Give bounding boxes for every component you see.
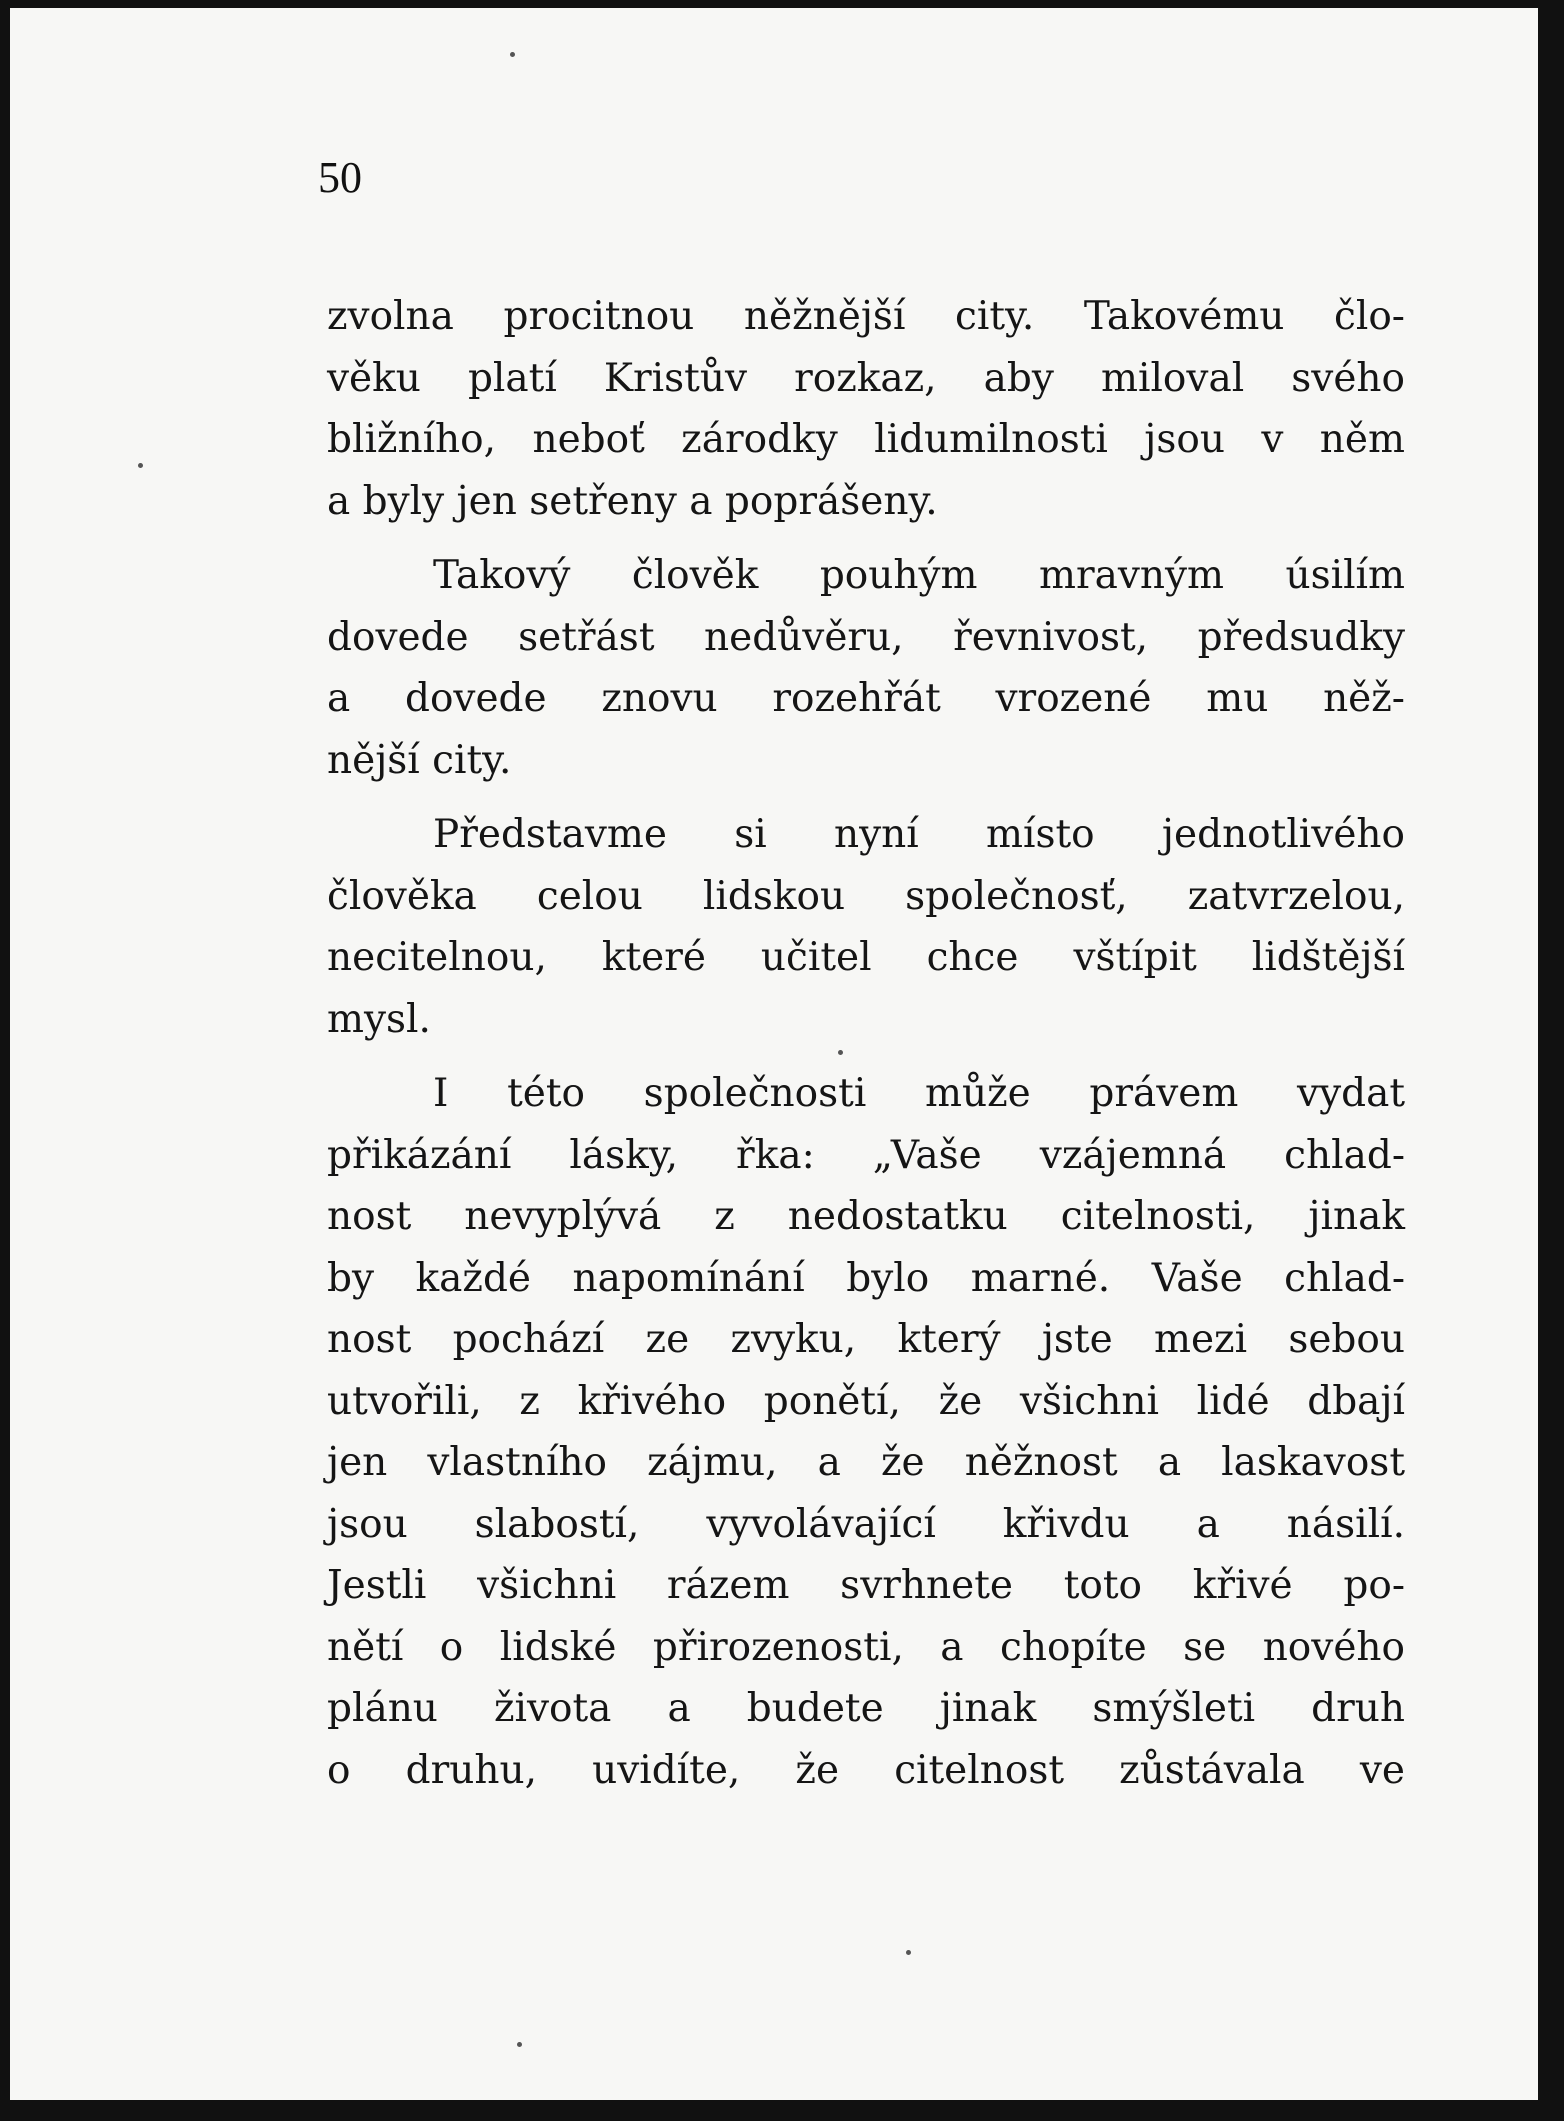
- text-line: I této společnosti může právem vydat: [433, 1071, 1405, 1116]
- scan-speck: [510, 52, 515, 57]
- page-number: 50: [318, 153, 362, 202]
- text-line: věku platí Kristův rozkaz, aby miloval svého: [327, 355, 1405, 401]
- text-line: přikázání lásky, řka: „Vaše vzájemná chlad-: [327, 1132, 1405, 1178]
- text-line: zvolna procitnou něžnější city. Takovému člo-: [327, 294, 1405, 339]
- text-line: jsou slabostí, vyvolávající křivdu a násilí.: [327, 1501, 1405, 1547]
- text-line: nost nevyplývá z nedostatku citelnosti, jinak: [327, 1194, 1405, 1239]
- text-line: nětí o lidské přirozenosti, a chopíte se nového: [327, 1624, 1405, 1670]
- paragraph-2: [327, 545, 1405, 791]
- text-line: dovede setřást nedůvěru, řevnivost, předsudky: [327, 614, 1405, 660]
- text-line: a byly jen setřeny a poprášeny.: [327, 478, 938, 524]
- text-line: Jestli všichni rázem svrhnete toto křivé po-: [327, 1563, 1405, 1608]
- text-line: o druhu, uvidíte, že citelnost zůstávala ve: [327, 1747, 1405, 1793]
- text-line: mysl.: [327, 996, 431, 1042]
- text-line: jen vlastního zájmu, a že něžnost a laskavost: [327, 1440, 1405, 1485]
- scan-speck: [138, 463, 143, 468]
- scan-speck: [838, 1050, 843, 1055]
- paragraph-4: [327, 1063, 1405, 1801]
- text-line: nost pochází ze zvyku, který jste mezi sebou: [327, 1317, 1405, 1362]
- text-line: necitelnou, které učitel chce vštípit lidštější: [327, 935, 1405, 980]
- text-line: Takový člověk pouhým mravným úsilím: [433, 553, 1405, 598]
- scan-speck: [906, 1950, 911, 1955]
- text-line: člověka celou lidskou společnosť, zatvrzelou,: [327, 873, 1405, 919]
- text-line: bližního, neboť zárodky lidumilnosti jsou v něm: [327, 417, 1405, 462]
- text-line: plánu života a budete jinak smýšleti druh: [327, 1686, 1405, 1731]
- book-page: [10, 8, 1538, 2100]
- text-line: a dovede znovu rozehřát vrozené mu něž-: [327, 676, 1405, 721]
- body-text: [327, 286, 1405, 1814]
- paragraph-1: [327, 286, 1405, 532]
- text-line: Představme si nyní místo jednotlivého: [433, 812, 1405, 857]
- text-line: by každé napomínání bylo marné. Vaše chlad-: [327, 1255, 1405, 1301]
- text-line: nější city.: [327, 737, 512, 783]
- text-line: utvořili, z křivého ponětí, že všichni lidé dbají: [327, 1378, 1405, 1424]
- scan-speck: [517, 2042, 522, 2047]
- paragraph-3: [327, 804, 1405, 1050]
